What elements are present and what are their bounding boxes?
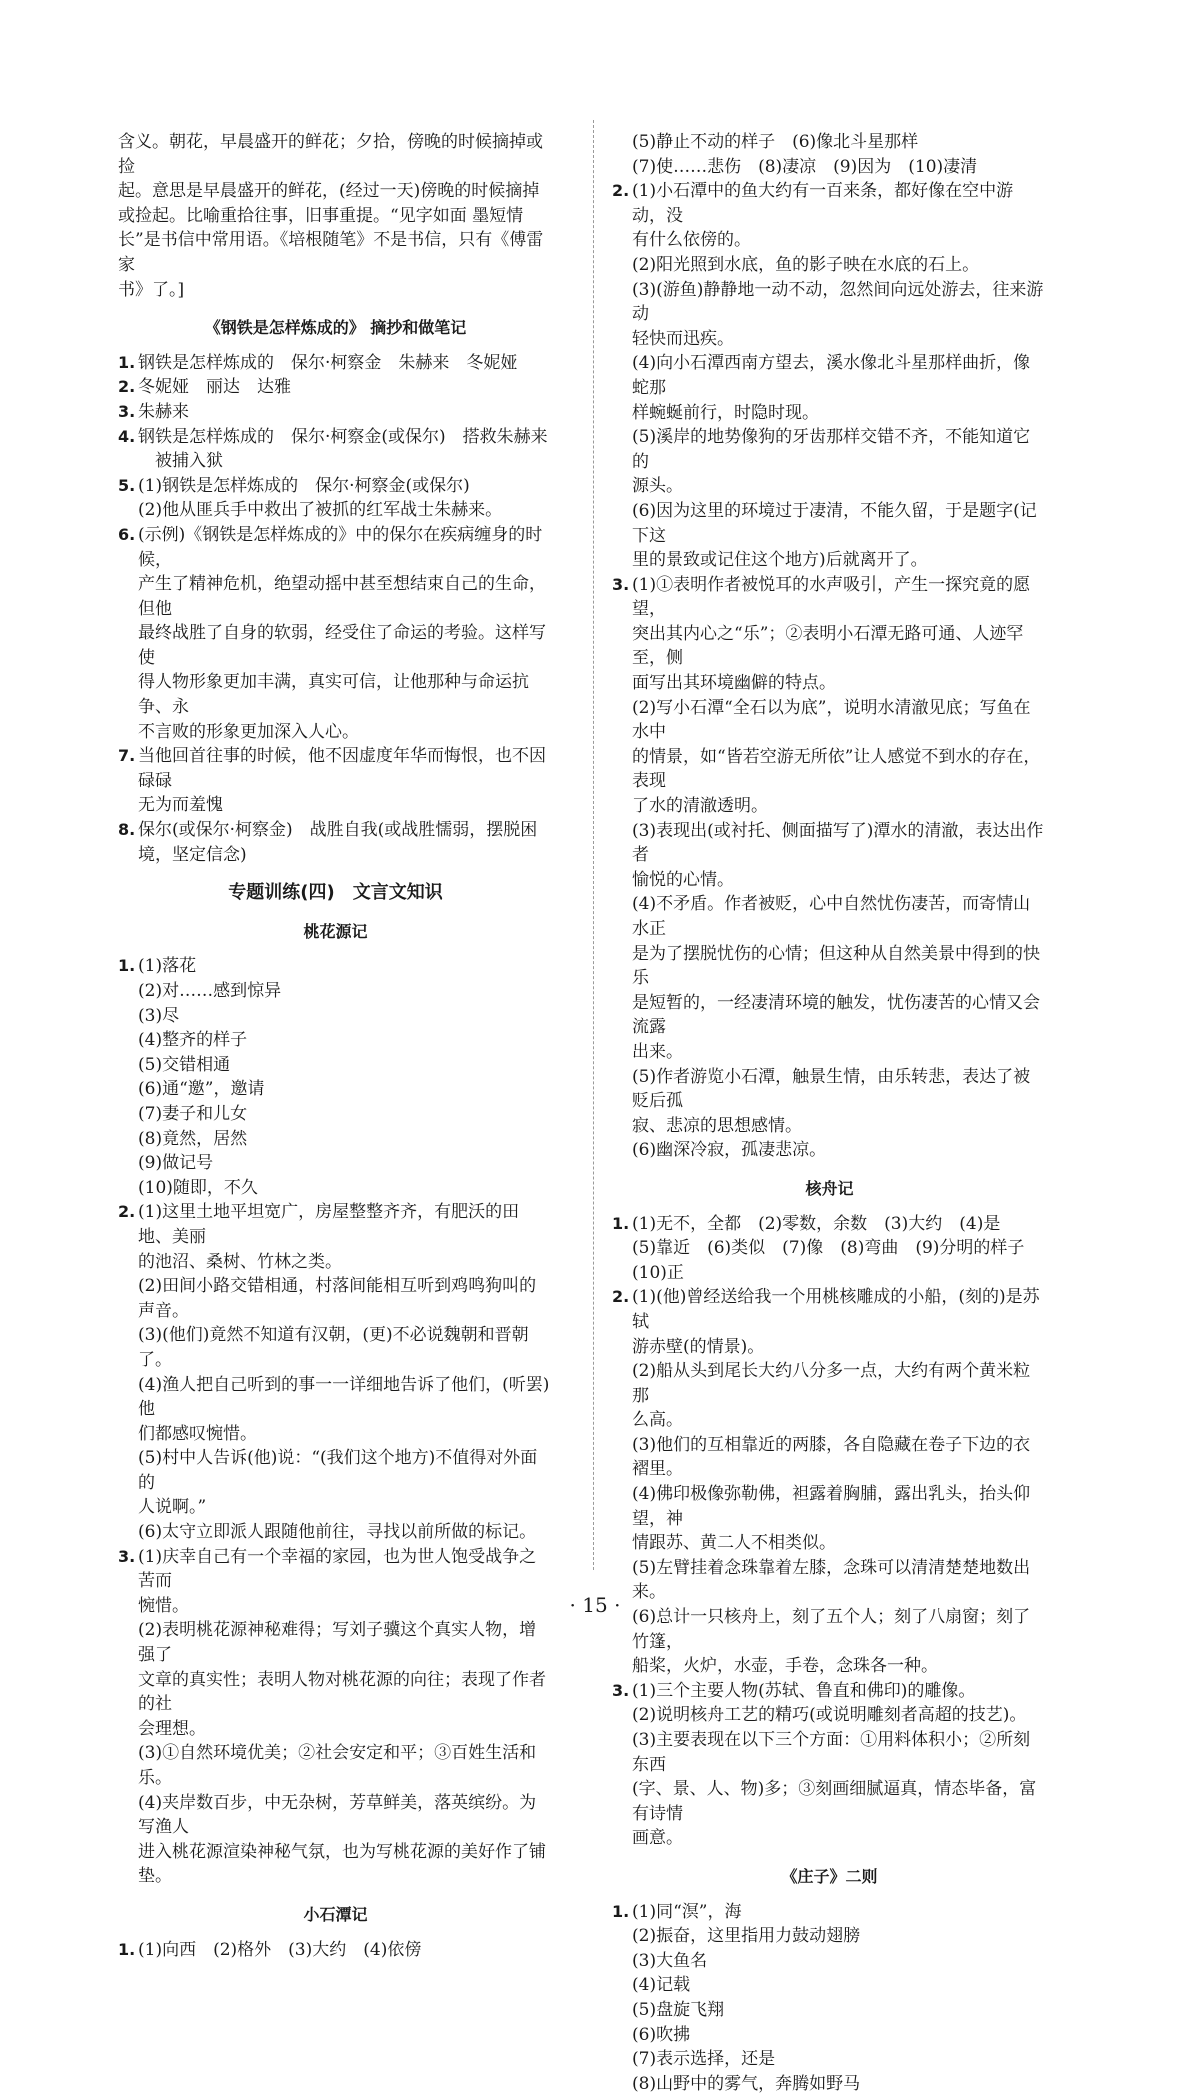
answer-line: (5)左臂挂着念珠靠着左膝，念珠可以清清楚楚地数出来。 — [632, 1557, 1031, 1603]
answer-item — [118, 425, 553, 474]
answer-line: (3)①自然环境优美；②社会安定和平；③百姓生活和乐。 — [138, 1743, 537, 1788]
answer-line: 是短暂的，一经凄清环境的触发，忧伤凄苦的心情又会流露 — [632, 992, 1040, 1038]
answer-line: 里的景致或记住这个地方)后就离开了。 — [632, 550, 928, 571]
item-number: 1. — [612, 1213, 630, 1233]
answer-line: (3)尽 — [138, 1005, 180, 1026]
answer-line: 们都感叹惋惜。 — [138, 1423, 257, 1444]
xiaoshitan-answers — [612, 179, 1047, 1163]
item-number: 5. — [118, 475, 136, 495]
answer-line: 惋惜。 — [138, 1595, 189, 1616]
answer-line: (示例)《钢铁是怎样炼成的》中的保尔在疾病缠身的时候， — [138, 524, 543, 570]
answer-line: 人说啊。” — [138, 1497, 207, 1518]
answer-line: 了水的清澈透明。 — [632, 796, 768, 817]
answer-line: (1)落花 — [138, 956, 197, 977]
item-number: 8. — [118, 820, 136, 840]
section-title-steel: 《钢铁是怎样炼成的》 摘抄和做笔记 — [204, 318, 467, 338]
answer-line: (2)他从匪兵手中救出了被抓的红军战士朱赫来。 — [138, 500, 503, 521]
item-number: 3. — [118, 1546, 136, 1566]
answer-line: 当他回首往事的时候，他不因虚度年华而悔恨，也不因碌碌 — [138, 746, 546, 791]
answer-line: (2)表明桃花源神秘难得；写刘子骥这个真实人物，增强了 — [138, 1620, 537, 1666]
intro-paragraph — [118, 130, 553, 302]
answer-line: (3)(他们)竟然不知道有汉朝，(更)不必说魏朝和晋朝了。 — [138, 1325, 529, 1370]
item-number: 3. — [612, 574, 630, 594]
answer-item — [612, 1900, 1047, 2096]
answer-item — [118, 400, 553, 425]
item-number: 4. — [118, 426, 136, 446]
answer-line: (7)妻子和儿女 — [138, 1103, 248, 1124]
answer-line: (6)总计一只核舟上，刻了五个人；刻了八扇窗；刻了竹篷， — [632, 1607, 1031, 1652]
answer-line: (5)作者游览小石潭，触景生情，由乐转悲，表达了被贬后孤 — [632, 1066, 1031, 1112]
right-column — [612, 130, 1047, 2096]
answer-line: (4)向小石潭西南方望去，溪水像北斗星那样曲折，像蛇那 — [632, 353, 1031, 398]
answer-line: (字、景、人、物)多；③刻画细腻逼真，情态毕备，富有诗情 — [632, 1779, 1037, 1824]
answer-item — [118, 375, 553, 400]
answer-item — [118, 954, 553, 1200]
item-number: 1. — [612, 1901, 630, 1921]
answer-line: 的情景，如“皆若空游无所依”让人感觉不到水的存在，表现 — [632, 746, 1041, 792]
answer-line: 情跟苏、黄二人不相类似。 — [632, 1533, 836, 1554]
answer-item — [118, 523, 553, 744]
page-number: · 15 · — [569, 1593, 621, 1617]
answer-line: (10)正 — [632, 1262, 684, 1283]
answer-line: (1)①表明作者被悦耳的水声吸引，产生一探究竟的愿望， — [632, 574, 1031, 620]
answer-line: (1)庆幸自己有一个幸福的家园，也为世人饱受战争之苦而 — [138, 1546, 537, 1592]
item-number: 1. — [118, 1939, 136, 1959]
answer-line: (7)使……悲伤 (8)凄凉 (9)因为 (10)凄清 — [632, 156, 978, 177]
answer-line: (4)记载 — [632, 1975, 691, 1996]
answer-line: (1)三个主要人物(苏轼、鲁直和佛印)的雕像。 — [632, 1680, 976, 1701]
answer-line: (3)大鱼名 — [632, 1950, 708, 1971]
item-number: 2. — [612, 181, 630, 201]
answer-line: 有什么依傍的。 — [632, 230, 751, 251]
answer-line: (2)振奋，这里指用力鼓动翅膀 — [632, 1926, 861, 1947]
answer-line: 轻快而迅疾。 — [632, 328, 734, 349]
section-title-zhuangzi: 《庄子》二则 — [781, 1866, 878, 1886]
text-line: 书》了。] — [118, 279, 185, 300]
answer-line: (2)船从头到尾长大约八分多一点，大约有两个黄米粒那 — [632, 1361, 1031, 1406]
answer-line: 文章的真实性；表明人物对桃花源的向往；表现了作者的社 — [138, 1669, 546, 1715]
answer-line: 的池沼、桑树、竹林之类。 — [138, 1251, 342, 1272]
answer-line: (2)阳光照到水底，鱼的影子映在水底的石上。 — [632, 254, 980, 275]
section-title-xiaoshitan: 小石潭记 — [303, 1904, 368, 1924]
answer-line: (1)(他)曾经送给我一个用桃核雕成的小船，(刻的)是苏轼 — [632, 1287, 1040, 1332]
answer-line: (8)山野中的雾气，奔腾如野马 — [632, 2073, 861, 2094]
answer-line: (6)太守立即派人跟随他前往，寻找以前所做的标记。 — [138, 1522, 537, 1543]
answer-line: (3)表现出(或衬托、侧面描写了)潭水的清澈，表达出作者 — [632, 820, 1044, 866]
taohua-answers — [118, 954, 553, 1889]
answer-line: 得人物形象更加丰满，真实可信，让他那种与命运抗争、永 — [138, 672, 529, 718]
hezhou-answers — [612, 1212, 1047, 1851]
answer-line: (5)溪岸的地势像狗的牙齿那样交错不齐，不能知道它的 — [632, 427, 1031, 472]
item-number: 2. — [118, 1202, 136, 1222]
zhuangzi-answers — [612, 1900, 1047, 2096]
answer-line: 朱赫来 — [138, 401, 189, 422]
answer-line: (5)交错相通 — [138, 1054, 231, 1075]
answer-line: 声音。 — [138, 1300, 189, 1321]
answer-line: 么高。 — [632, 1410, 683, 1431]
section-title-taohua: 桃花源记 — [303, 921, 368, 941]
answer-line: 被捕入狱 — [138, 451, 223, 472]
answer-item — [118, 744, 553, 818]
answer-line: 出来。 — [632, 1041, 683, 1062]
answer-line: (9)做记号 — [138, 1153, 214, 1174]
answer-line: 会理想。 — [138, 1718, 206, 1739]
answer-line: 愉悦的心情。 — [632, 869, 734, 890]
xiaoshitan-continued — [612, 130, 1047, 179]
answer-item — [118, 1938, 553, 1963]
answer-item — [118, 1200, 553, 1544]
answer-item — [118, 818, 553, 867]
item-number: 3. — [118, 401, 136, 421]
item-number: 6. — [118, 524, 136, 544]
item-number: 1. — [118, 352, 136, 372]
answer-line: (4)渔人把自己听到的事一一详细地告诉了他们，(听罢)他 — [138, 1374, 550, 1420]
item-number: 1. — [118, 956, 136, 976]
answer-line: 保尔(或保尔·柯察金) 战胜自我(或战胜懦弱，摆脱困 — [138, 820, 538, 841]
answer-line: (6)吹拂 — [632, 2024, 691, 2045]
answer-line: (8)竟然，居然 — [138, 1128, 248, 1149]
answer-line: 钢铁是怎样炼成的 保尔·柯察金 朱赫来 冬妮娅 — [138, 352, 518, 373]
answer-item — [612, 1212, 1047, 1286]
section-title-hezhou: 核舟记 — [805, 1178, 854, 1198]
answer-item — [612, 179, 1047, 573]
answer-line: 面写出其环境幽僻的特点。 — [632, 673, 836, 694]
answer-line: (1)这里土地平坦宽广，房屋整整齐齐，有肥沃的田地、美丽 — [138, 1202, 520, 1247]
answer-line: 寂、悲凉的思想感情。 — [632, 1115, 802, 1136]
answer-line: (2)田间小路交错相通，村落间能相互听到鸡鸣狗叫的 — [138, 1276, 537, 1297]
answer-line: (5)村中人告诉(他)说：“(我们这个地方)不值得对外面的 — [138, 1448, 538, 1493]
answer-line: (5)盘旋飞翔 — [632, 1999, 725, 2020]
answer-item — [612, 573, 1047, 1163]
text-line: 含义。朝花，早晨盛开的鲜花；夕拾，傍晚的时候摘掉或捡 — [118, 132, 543, 177]
answer-line: 境，坚定信念) — [138, 844, 247, 865]
topic-title: 专题训练(四) 文言文知识 — [228, 882, 443, 904]
answer-line: (2)对……感到惊异 — [138, 981, 282, 1001]
answer-line: (6)通“邀”，邀请 — [138, 1079, 265, 1100]
answer-line: (3)(游鱼)静静地一动不动，忽然间向远处游去，往来游动 — [632, 279, 1044, 325]
item-number: 2. — [118, 377, 136, 397]
answer-line: 样蜿蜒前行，时隐时现。 — [632, 402, 819, 423]
answer-line: (4)夹岸数百步，中无杂树，芳草鲜美，落英缤纷。为写渔人 — [138, 1792, 537, 1838]
left-column — [118, 130, 553, 1962]
answer-line: 游赤壁(的情景)。 — [632, 1336, 765, 1357]
answer-line: (6)幽深冷寂，孤凄悲凉。 — [632, 1140, 827, 1161]
answer-line: (5)静止不动的样子 (6)像北斗星那样 — [632, 132, 919, 152]
answer-item — [612, 1679, 1047, 1851]
answer-line: (2)说明核舟工艺的精巧(或说明雕刻者高超的技艺)。 — [632, 1705, 1027, 1726]
text-line: 长”是书信中常用语。《培根随笔》不是书信，只有《傅雷家 — [118, 230, 544, 275]
answer-line: 褶里。 — [632, 1459, 683, 1480]
answer-line: 钢铁是怎样炼成的 保尔·柯察金(或保尔) 搭救朱赫来 — [138, 426, 548, 447]
answer-line: 船桨，火炉，水壶，手卷，念珠各一种。 — [632, 1656, 938, 1677]
item-number: 3. — [612, 1680, 630, 1700]
answer-line: 源头。 — [632, 476, 683, 497]
answer-line: (7)表示选择，还是 — [632, 2049, 776, 2070]
answer-item — [118, 351, 553, 376]
answer-line: 是为了摆脱忧伤的心情；但这种从自然美景中得到的快乐 — [632, 943, 1040, 989]
answer-line: 无为而羞愧 — [138, 795, 223, 816]
answer-line: (5)靠近 (6)类似 (7)像 (8)弯曲 (9)分明的样子 — [632, 1238, 1025, 1259]
answer-line: (4)不矛盾。作者被贬，心中自然忧伤凄苦，而寄情山水正 — [632, 894, 1031, 939]
answer-line: (10)随即，不久 — [138, 1177, 258, 1198]
answer-item — [118, 474, 553, 523]
answer-line: 不言败的形象更加深入人心。 — [138, 721, 359, 742]
text-line: 或捡起。比喻重拾往事，旧事重提。“见字如面 墨短情 — [118, 205, 524, 226]
answer-line: (1)小石潭中的鱼大约有一百来条，都好像在空中游动，没 — [632, 181, 1014, 226]
answer-line: 最终战胜了自身的软弱，经受住了命运的考验。这样写使 — [138, 623, 546, 668]
answer-line: 突出其内心之“乐”；②表明小石潭无路可通、人迹罕至，侧 — [632, 623, 1024, 669]
text-line: 起。意思是早晨盛开的鲜花，(经过一天)傍晚的时候摘掉 — [118, 181, 540, 202]
answer-line: 进入桃花源渲染神秘气氛，也为写桃花源的美好作了铺垫。 — [138, 1841, 546, 1887]
answer-line: (1)向西 (2)格外 (3)大约 (4)依傍 — [138, 1939, 422, 1960]
steel-answers — [118, 351, 553, 867]
item-number: 7. — [118, 746, 136, 766]
answer-line: (1)同“溟”，海 — [632, 1901, 742, 1922]
answer-line: (1)无不，全都 (2)零数，余数 (3)大约 (4)是 — [632, 1213, 1001, 1234]
answer-line: 画意。 — [632, 1828, 683, 1849]
xiaoshitan-answers-start — [118, 1938, 553, 1963]
answer-line: 产生了精神危机，绝望动摇中甚至想结束自己的生命，但他 — [138, 574, 546, 619]
answer-line: (4)佛印极像弥勒佛，袒露着胸脯，露出乳头，抬头仰望，神 — [632, 1484, 1031, 1529]
answer-line: 冬妮娅 丽达 达雅 — [138, 377, 291, 398]
answer-line: (2)写小石潭“全石以为底”，说明水清澈见底；写鱼在水中 — [632, 697, 1031, 743]
answer-line: (4)整齐的样子 — [138, 1030, 248, 1051]
answer-line: (6)因为这里的环境过于凄清，不能久留，于是题字(记下这 — [632, 500, 1037, 546]
answer-line: (3)主要表现在以下三个方面：①用料体积小；②所刻东西 — [632, 1730, 1031, 1775]
answer-item — [612, 1285, 1047, 1679]
item-number: 2. — [612, 1287, 630, 1307]
answer-line: (3)他们的互相靠近的两膝，各自隐藏在卷子下边的衣 — [632, 1434, 1031, 1455]
answer-line: (1)钢铁是怎样炼成的 保尔·柯察金(或保尔) — [138, 475, 470, 496]
column-divider — [593, 120, 594, 1570]
